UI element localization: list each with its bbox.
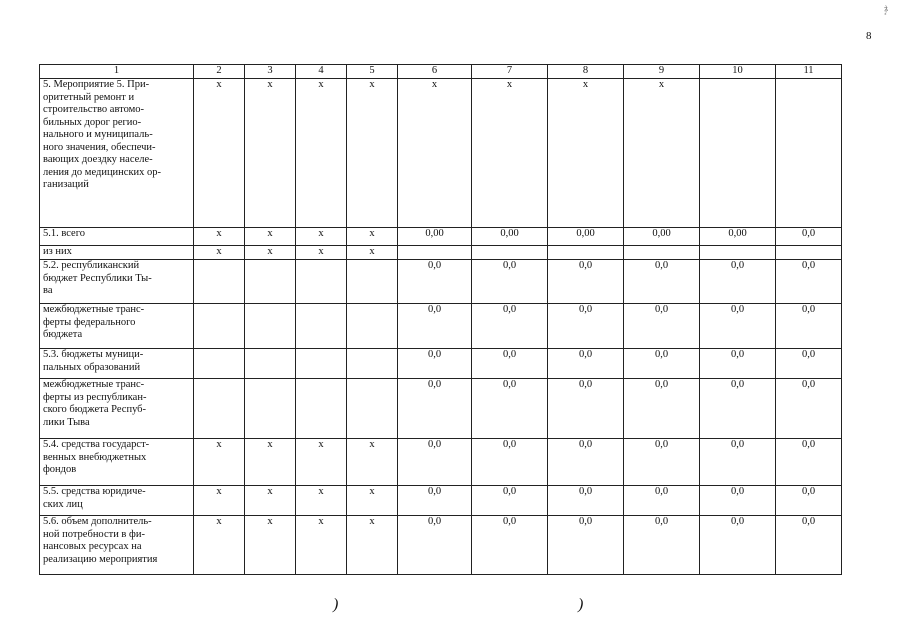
value-cell: х bbox=[245, 228, 296, 246]
value-cell: х bbox=[245, 516, 296, 575]
value-cell: х bbox=[548, 79, 624, 228]
table-row bbox=[40, 486, 842, 516]
row-label: 5.2. республиканский бюджет Республики Ты- ва bbox=[40, 260, 194, 304]
value-cell: 0,0 bbox=[700, 349, 776, 379]
value-cell bbox=[194, 379, 245, 439]
value-cell: 0,0 bbox=[624, 349, 700, 379]
value-cell: х bbox=[296, 228, 347, 246]
bottom-mark-right: ) bbox=[578, 596, 584, 613]
value-cell: х bbox=[296, 439, 347, 486]
row-label: 5.4. средства государст- венных внебюджетных фондов bbox=[40, 439, 194, 486]
value-cell: х bbox=[245, 486, 296, 516]
row-label: 5.5. средства юридиче- ских лиц bbox=[40, 486, 194, 516]
value-cell: х bbox=[245, 246, 296, 260]
value-cell: 0,0 bbox=[624, 439, 700, 486]
value-cell: х bbox=[296, 516, 347, 575]
value-cell: х bbox=[296, 486, 347, 516]
value-cell: 0,0 bbox=[776, 379, 842, 439]
value-cell: 0,00 bbox=[398, 228, 472, 246]
value-cell: х bbox=[347, 516, 398, 575]
value-cell: 0,0 bbox=[398, 349, 472, 379]
value-cell: 0,0 bbox=[700, 260, 776, 304]
value-cell bbox=[472, 246, 548, 260]
value-cell: 0,0 bbox=[472, 304, 548, 349]
value-cell: 0,0 bbox=[624, 260, 700, 304]
value-cell: х bbox=[194, 516, 245, 575]
value-cell: х bbox=[194, 246, 245, 260]
page-number: 8 bbox=[866, 30, 872, 42]
row-label: из них bbox=[40, 246, 194, 260]
value-cell: х bbox=[398, 79, 472, 228]
table-row bbox=[40, 228, 842, 246]
value-cell: 0,0 bbox=[700, 379, 776, 439]
value-cell: 0,0 bbox=[398, 379, 472, 439]
value-cell bbox=[194, 304, 245, 349]
value-cell: 0,0 bbox=[548, 260, 624, 304]
value-cell: 0,0 bbox=[700, 304, 776, 349]
value-cell: 0,00 bbox=[548, 228, 624, 246]
value-cell: 0,00 bbox=[472, 228, 548, 246]
table-row bbox=[40, 349, 842, 379]
value-cell: х bbox=[245, 439, 296, 486]
value-cell bbox=[194, 260, 245, 304]
corner-scan-mark: ﾈ ﾞ bbox=[884, 5, 888, 22]
value-cell: 0,0 bbox=[472, 486, 548, 516]
value-cell: х bbox=[296, 79, 347, 228]
header-row bbox=[40, 65, 842, 79]
bottom-mark-left: ) bbox=[333, 596, 339, 613]
value-cell bbox=[700, 246, 776, 260]
value-cell bbox=[296, 349, 347, 379]
value-cell bbox=[296, 304, 347, 349]
value-cell bbox=[245, 349, 296, 379]
row-label: 5.6. объем дополнитель- ной потребности в фи- нансовых ресурсах на реализацию мероприятия bbox=[40, 516, 194, 575]
value-cell: х bbox=[347, 79, 398, 228]
table-row bbox=[40, 79, 842, 228]
value-cell: 0,0 bbox=[472, 439, 548, 486]
value-cell bbox=[347, 304, 398, 349]
value-cell: 0,00 bbox=[624, 228, 700, 246]
table-row bbox=[40, 379, 842, 439]
value-cell bbox=[347, 379, 398, 439]
value-cell bbox=[194, 349, 245, 379]
value-cell: 0,0 bbox=[398, 304, 472, 349]
row-label: межбюджетные транс- ферты из республикан- ского бюджета Респуб- лики Тыва bbox=[40, 379, 194, 439]
value-cell: х bbox=[245, 79, 296, 228]
value-cell: 0,0 bbox=[624, 516, 700, 575]
value-cell: 0,0 bbox=[776, 228, 842, 246]
value-cell: 0,0 bbox=[472, 349, 548, 379]
value-cell: 0,0 bbox=[624, 379, 700, 439]
value-cell: х bbox=[624, 79, 700, 228]
value-cell: 0,0 bbox=[700, 439, 776, 486]
value-cell: 0,0 bbox=[548, 486, 624, 516]
value-cell: 0,0 bbox=[776, 304, 842, 349]
value-cell: 0,0 bbox=[776, 486, 842, 516]
value-cell: 0,0 bbox=[398, 439, 472, 486]
value-cell: 0,0 bbox=[548, 304, 624, 349]
header-cell: 11 bbox=[776, 65, 842, 79]
table-row bbox=[40, 246, 842, 260]
value-cell bbox=[245, 379, 296, 439]
value-cell: х bbox=[194, 439, 245, 486]
row-label: 5.1. всего bbox=[40, 228, 194, 246]
value-cell: х bbox=[194, 228, 245, 246]
value-cell: 0,0 bbox=[776, 349, 842, 379]
value-cell: х bbox=[347, 228, 398, 246]
value-cell: х bbox=[347, 439, 398, 486]
row-label: 5.3. бюджеты муници- пальных образований bbox=[40, 349, 194, 379]
value-cell: 0,0 bbox=[398, 516, 472, 575]
value-cell bbox=[548, 246, 624, 260]
row-label: 5. Мероприятие 5. При- оритетный ремонт и строительство автомо- бильных дорог регио- нального и муниципаль- ного значения, обеспечи- вающих доездку населе- ления до медицинских ор- ганизаций bbox=[40, 79, 194, 228]
value-cell bbox=[296, 260, 347, 304]
header-cell: 5 bbox=[347, 65, 398, 79]
value-cell bbox=[398, 246, 472, 260]
value-cell bbox=[776, 79, 842, 228]
table-row bbox=[40, 439, 842, 486]
value-cell: 0,0 bbox=[700, 516, 776, 575]
budget-table bbox=[39, 64, 842, 575]
value-cell bbox=[347, 260, 398, 304]
header-cell: 10 bbox=[700, 65, 776, 79]
value-cell: х bbox=[194, 486, 245, 516]
value-cell: х bbox=[194, 79, 245, 228]
table-row bbox=[40, 516, 842, 575]
value-cell bbox=[347, 349, 398, 379]
value-cell: х bbox=[347, 246, 398, 260]
value-cell: 0,0 bbox=[472, 260, 548, 304]
header-cell: 3 bbox=[245, 65, 296, 79]
value-cell: 0,0 bbox=[776, 439, 842, 486]
value-cell: 0,0 bbox=[700, 486, 776, 516]
row-label: межбюджетные транс- ферты федерального бюджета bbox=[40, 304, 194, 349]
value-cell bbox=[296, 379, 347, 439]
value-cell bbox=[776, 246, 842, 260]
table-row bbox=[40, 260, 842, 304]
value-cell: 0,0 bbox=[624, 304, 700, 349]
header-cell: 2 bbox=[194, 65, 245, 79]
value-cell: 0,0 bbox=[624, 486, 700, 516]
value-cell: 0,0 bbox=[776, 516, 842, 575]
value-cell: 0,0 bbox=[548, 349, 624, 379]
value-cell bbox=[624, 246, 700, 260]
value-cell: 0,0 bbox=[548, 439, 624, 486]
value-cell: 0,0 bbox=[776, 260, 842, 304]
value-cell: 0,0 bbox=[472, 379, 548, 439]
value-cell: х bbox=[296, 246, 347, 260]
value-cell: 0,00 bbox=[700, 228, 776, 246]
header-cell: 9 bbox=[624, 65, 700, 79]
value-cell bbox=[245, 260, 296, 304]
value-cell: 0,0 bbox=[472, 516, 548, 575]
value-cell: 0,0 bbox=[398, 260, 472, 304]
header-cell: 1 bbox=[40, 65, 194, 79]
value-cell: х bbox=[347, 486, 398, 516]
value-cell bbox=[700, 79, 776, 228]
header-cell: 6 bbox=[398, 65, 472, 79]
table-row bbox=[40, 304, 842, 349]
value-cell bbox=[245, 304, 296, 349]
header-cell: 7 bbox=[472, 65, 548, 79]
value-cell: 0,0 bbox=[548, 516, 624, 575]
value-cell: 0,0 bbox=[398, 486, 472, 516]
value-cell: 0,0 bbox=[548, 379, 624, 439]
header-cell: 8 bbox=[548, 65, 624, 79]
value-cell: х bbox=[472, 79, 548, 228]
header-cell: 4 bbox=[296, 65, 347, 79]
table-body bbox=[40, 65, 842, 575]
